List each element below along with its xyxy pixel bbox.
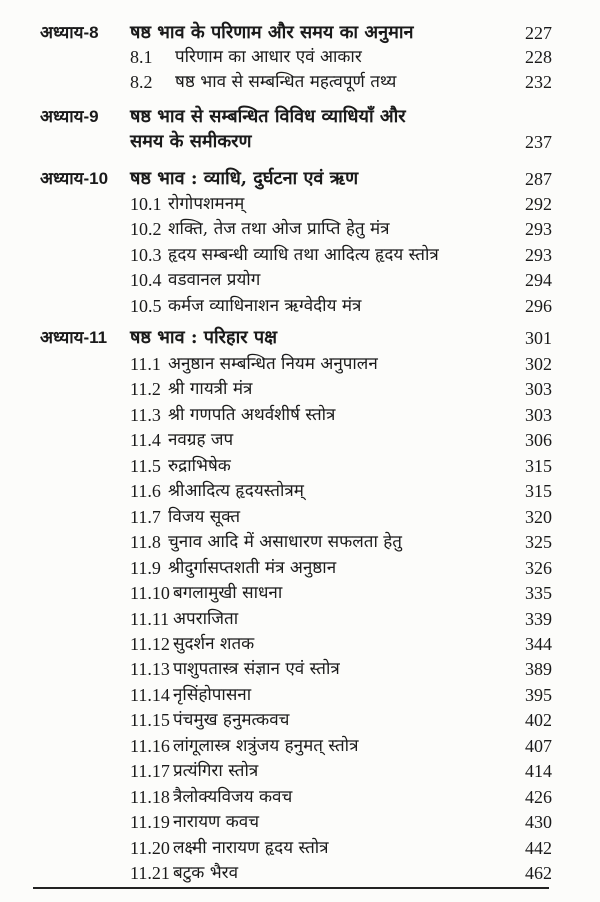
chapter-title: षष्ठ भाव के परिणाम और समय का अनुमान [130, 22, 414, 43]
section-number: 8.1 [130, 47, 153, 67]
section-row [0, 682, 600, 708]
page-number: 302 [525, 354, 552, 374]
section-title: षष्ठ भाव से सम्बन्धित महत्वपूर्ण तथ्य [175, 72, 397, 92]
section-number: 11.4 [130, 430, 161, 451]
page-number: 232 [525, 72, 552, 92]
section-title: नवग्रह जप [168, 430, 234, 451]
page-number: 344 [525, 633, 552, 654]
section-title: पंचमुख हनुमत्कवच [173, 710, 290, 731]
page-number: 326 [525, 557, 552, 578]
section-title: बटुक भैरव [173, 863, 239, 883]
section-title: हृदय सम्बन्धी व्याधि तथा आदित्य हृदय स्तोत्र [168, 244, 439, 265]
section-row [0, 860, 600, 886]
section-row [0, 427, 600, 453]
page-number: 315 [525, 481, 552, 502]
section-row [0, 293, 600, 319]
section-title: त्रैलोक्यविजय कवच [173, 786, 293, 807]
section-number: 11.7 [130, 506, 161, 527]
chapter-label: अध्याय-9 [40, 107, 99, 126]
section-number: 11.11 [130, 608, 170, 629]
chapter-title: षष्ठ भाव : व्याधि, दुर्घटना एवं ऋण [130, 168, 359, 189]
page-number: 395 [525, 684, 552, 705]
section-row [0, 453, 600, 479]
section-row [0, 216, 600, 242]
section-number: 10.1 [130, 194, 162, 214]
page-number: 287 [525, 169, 552, 189]
section-title: लांगूलास्त्र शत्रुंजय हनुमत् स्तोत्र [173, 735, 359, 756]
section-title: श्रीदुर्गासप्तशती मंत्र अनुष्ठान [168, 557, 337, 578]
section-number: 10.3 [130, 244, 162, 265]
section-title: सुदर्शन शतक [173, 633, 255, 654]
section-row [0, 606, 600, 632]
chapter-row [0, 20, 600, 46]
section-title: पाशुपतास्त्र संज्ञान एवं स्तोत्र [173, 659, 340, 680]
chapter-row [0, 104, 600, 130]
section-number: 11.17 [130, 761, 170, 782]
chapter-label: अध्याय-8 [40, 23, 99, 42]
section-number: 11.18 [130, 786, 170, 807]
section-title: नारायण कवच [173, 812, 260, 833]
page-number: 227 [525, 23, 552, 43]
section-title: चुनाव आदि में असाधारण सफलता हेतु [168, 532, 402, 553]
section-row [0, 555, 600, 581]
section-row [0, 758, 600, 784]
section-row [0, 267, 600, 293]
section-title: रोगोपशमनम् [168, 194, 245, 214]
section-number: 11.12 [130, 633, 170, 654]
page-number: 407 [525, 735, 552, 756]
section-number: 11.3 [130, 404, 161, 425]
section-row [0, 733, 600, 759]
chapter-title: षष्ठ भाव : परिहार पक्ष [130, 327, 278, 348]
page-number: 430 [525, 812, 552, 833]
section-number: 11.16 [130, 735, 170, 756]
section-title: रुद्राभिषेक [168, 455, 231, 476]
section-row [0, 707, 600, 733]
chapter-title: समय के समीकरण [130, 131, 252, 152]
section-number: 11.1 [130, 354, 161, 374]
page-number: 389 [525, 659, 552, 680]
section-row [0, 44, 600, 70]
section-row [0, 580, 600, 606]
section-number: 10.4 [130, 270, 162, 291]
section-title: परिणाम का आधार एवं आकार [175, 47, 362, 67]
section-row [0, 656, 600, 682]
page-number: 296 [525, 295, 552, 316]
page-number: 335 [525, 583, 552, 604]
page-number: 293 [525, 219, 552, 240]
section-title: नृसिंहोपासना [173, 684, 252, 705]
section-title: विजय सूक्त [168, 506, 241, 527]
section-title: प्रत्यंगिरा स्तोत्र [173, 761, 259, 782]
section-title: अनुष्ठान सम्बन्धित नियम अनुपालन [168, 354, 378, 374]
section-number: 11.15 [130, 710, 170, 731]
page-number: 228 [525, 47, 552, 67]
section-title: श्रीआदित्य हृदयस्तोत्रम् [168, 481, 304, 502]
section-row [0, 242, 600, 268]
section-title: श्री गायत्री मंत्र [168, 379, 253, 400]
section-row [0, 402, 600, 428]
section-number: 11.10 [130, 583, 170, 604]
section-number: 10.5 [130, 295, 162, 316]
section-row [0, 529, 600, 555]
page-number: 303 [525, 404, 552, 425]
section-row [0, 835, 600, 861]
page-number: 414 [525, 761, 552, 782]
chapter-row [0, 129, 600, 155]
page-number: 303 [525, 379, 552, 400]
page-number: 402 [525, 710, 552, 731]
section-row [0, 504, 600, 530]
section-number: 11.14 [130, 684, 170, 705]
section-row [0, 376, 600, 402]
section-number: 11.2 [130, 379, 161, 400]
section-title: बगलामुखी साधना [173, 583, 283, 604]
section-title: वडवानल प्रयोग [168, 270, 261, 291]
page-number: 320 [525, 506, 552, 527]
chapter-label: अध्याय-10 [40, 169, 109, 188]
page-number: 325 [525, 532, 552, 553]
page-number: 442 [525, 837, 552, 858]
section-title: श्री गणपति अथर्वशीर्ष स्तोत्र [168, 404, 336, 425]
section-row [0, 478, 600, 504]
section-title: लक्ष्मी नारायण हृदय स्तोत्र [173, 837, 329, 858]
section-title: शक्ति, तेज तथा ओज प्राप्ति हेतु मंत्र [168, 219, 390, 240]
section-number: 11.13 [130, 659, 170, 680]
page-number: 301 [525, 328, 552, 348]
chapter-row [0, 166, 600, 192]
section-number: 8.2 [130, 72, 153, 92]
section-number: 11.21 [130, 863, 170, 883]
chapter-row [0, 325, 600, 351]
section-row [0, 631, 600, 657]
section-number: 11.6 [130, 481, 161, 502]
section-row [0, 809, 600, 835]
page-number: 315 [525, 455, 552, 476]
page-number: 293 [525, 244, 552, 265]
section-number: 11.5 [130, 455, 161, 476]
section-number: 11.8 [130, 532, 161, 553]
page-number: 426 [525, 786, 552, 807]
page-number: 462 [525, 863, 552, 883]
page-number: 237 [525, 132, 552, 152]
page-number: 306 [525, 430, 552, 451]
section-number: 11.20 [130, 837, 170, 858]
page-number: 339 [525, 608, 552, 629]
section-number: 11.9 [130, 557, 161, 578]
section-title: कर्मज व्याधिनाशन ऋग्वेदीय मंत्र [168, 295, 362, 316]
section-title: अपराजिता [173, 608, 239, 629]
section-row [0, 69, 600, 95]
section-number: 10.2 [130, 219, 162, 240]
section-row [0, 351, 600, 377]
page-number: 292 [525, 194, 552, 214]
chapter-title: षष्ठ भाव से सम्बन्धित विविध व्याधियाँ और [130, 106, 406, 127]
section-row [0, 784, 600, 810]
section-number: 11.19 [130, 812, 170, 833]
chapter-label: अध्याय-11 [40, 328, 108, 347]
section-row [0, 191, 600, 217]
bottom-rule [33, 887, 549, 889]
page-number: 294 [525, 270, 552, 291]
